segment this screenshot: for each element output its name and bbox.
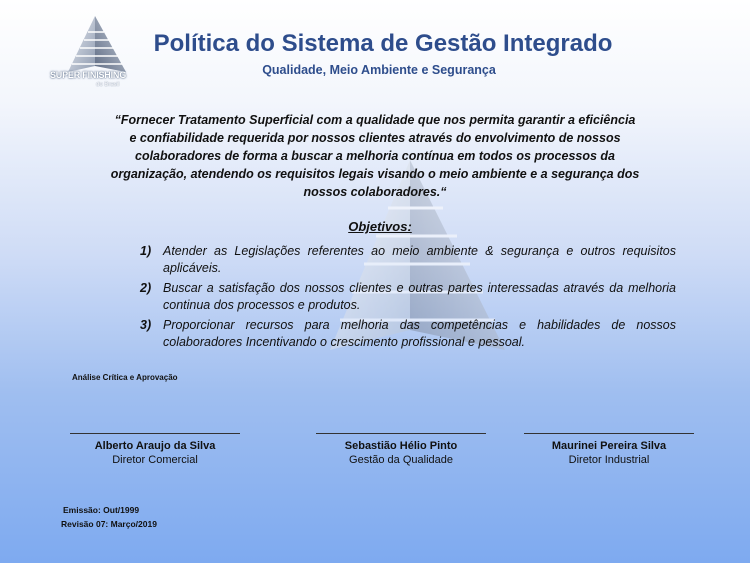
policy-line: nossos colaboradores.“ [303,185,447,199]
signatory-role: Gestão da Qualidade [349,454,453,466]
policy-line: organização, atendendo os requisitos legais visando o meio ambiente e a segurança dos [110,167,640,181]
review-label: Análise Crítica e Aprovação [72,373,178,382]
signature-block-quality [316,433,486,468]
page-subtitle: Qualidade, Meio Ambiente e Segurança [262,63,496,77]
objective-number: 3) [140,318,152,332]
signatory-name: Maurinei Pereira Silva [551,440,667,452]
signature-line [524,433,694,434]
signatory-name: Alberto Araujo da Silva [94,440,216,452]
signatory-name: Sebastião Hélio Pinto [344,440,458,452]
signature-line [316,433,486,434]
page-title: Política do Sistema de Gestão Integrado [153,30,613,57]
logo-subname: do Brasil [96,82,120,88]
policy-line: e confiabilidade requerida por nossos clientes através do envolvimento de nossos [129,131,621,145]
objective-text: Proporcionar recursos para melhoria das competências e habilidades de nossos colaboradores Incentivando o crescimento profissional e pessoal. [163,318,676,349]
logo-name: SUPER FINISHING [50,70,127,80]
policy-statement [110,111,640,201]
objectives-list [140,243,676,354]
signature-block-industrial [524,433,694,468]
objective-text: Atender as Legislações referentes ao meio ambiente & segurança e outros requisitos aplicáveis. [163,244,676,275]
issue-date: Emissão: Out/1999 [63,505,140,515]
policy-line: “Fornecer Tratamento Superficial com a qualidade que nos permita garantir a eficiência [114,113,636,127]
signatory-role: Diretor Industrial [568,454,650,466]
signature-block-commercial [70,433,240,468]
signatory-role: Diretor Comercial [112,454,198,466]
objective-number: 2) [140,281,152,295]
objective-number: 1) [140,244,152,258]
objectives-title: Objetivos: [348,219,412,234]
objective-item [140,317,676,351]
revision-date: Revisão 07: Março/2019 [61,519,157,529]
objective-item [140,243,676,277]
policy-line: colaboradores de forma a buscar a melhoria contínua em todos os processos da [135,149,615,163]
objective-text: Buscar a satisfação dos nossos clientes e outras partes interessadas através da melhoria continua dos processos e produtos. [163,281,676,312]
objective-item [140,280,676,314]
signature-line [70,433,240,434]
